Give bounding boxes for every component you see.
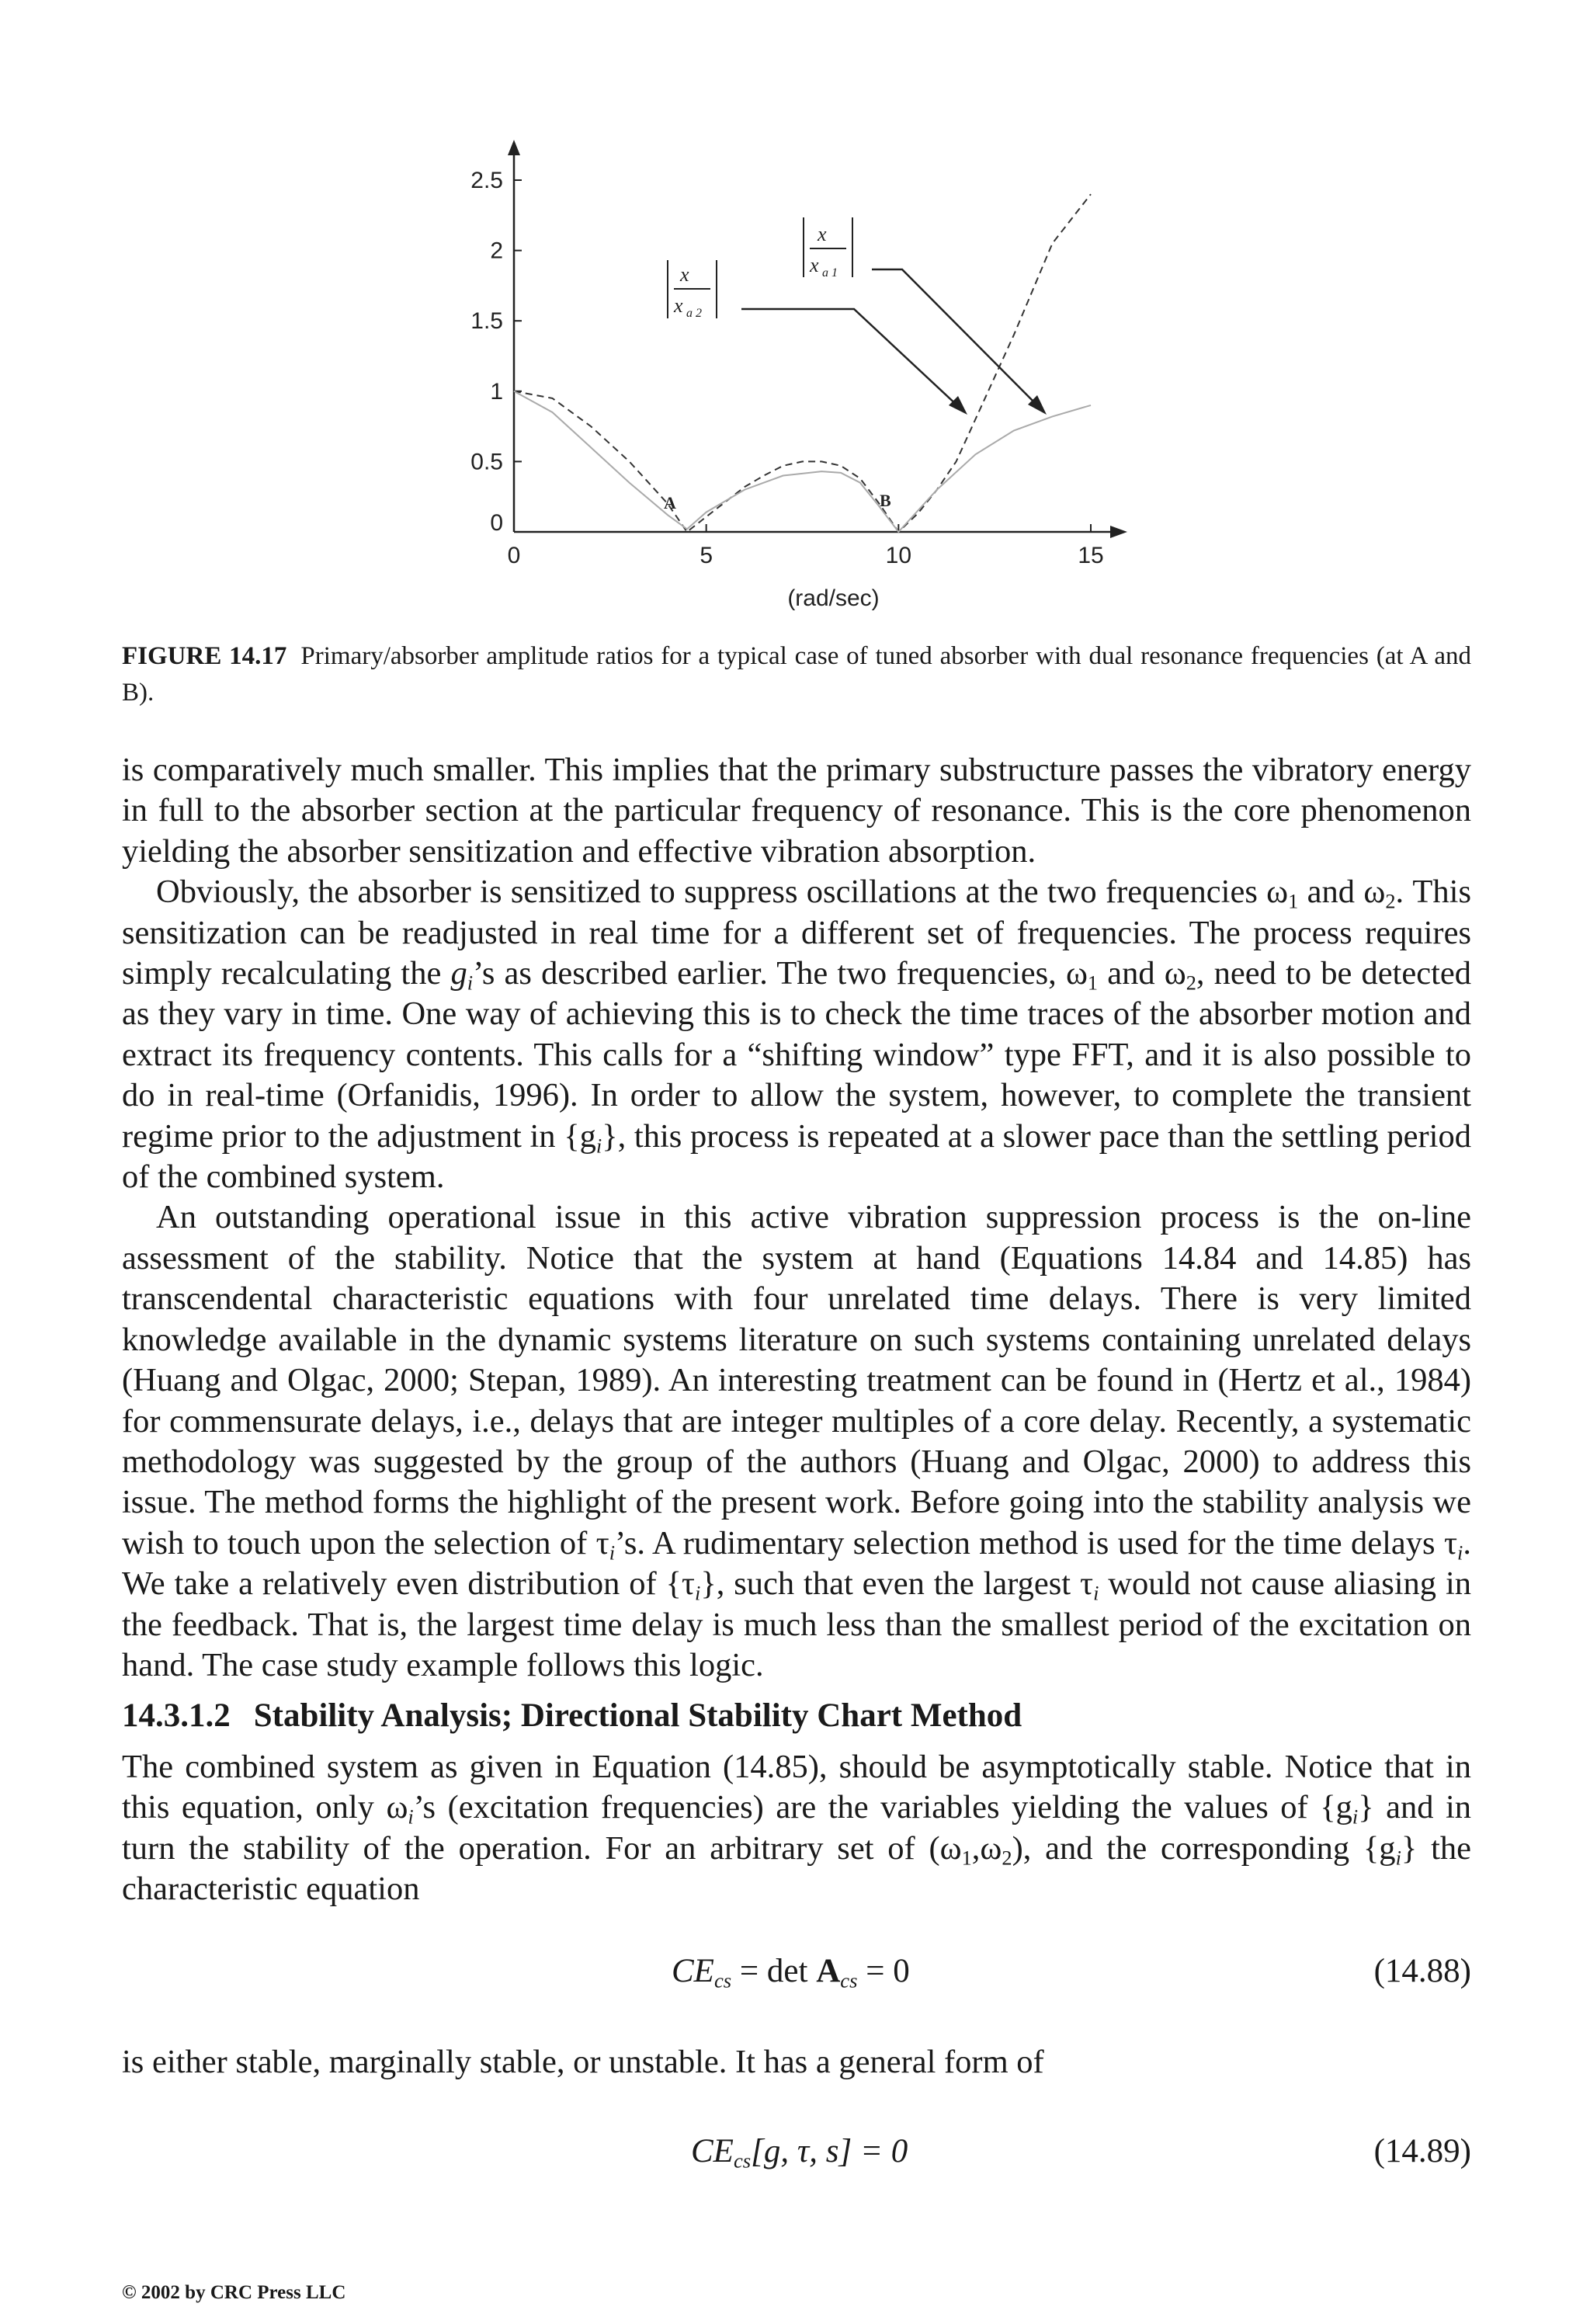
x-tick-label: 0 — [507, 543, 521, 568]
y-tick-label: 0 — [490, 510, 503, 536]
y-axis-arrow — [508, 140, 520, 155]
point-b-label: B — [880, 491, 891, 510]
label-xa1-sub: a 1 — [822, 266, 838, 280]
caption-text: Primary/absorber amplitude ratios for a typical case of tuned absorber with dual resonance frequencies (at A and B). — [122, 642, 1471, 707]
caption-label: FIGURE 14.17 — [122, 642, 287, 670]
chart-ticks — [470, 168, 1103, 611]
chart-annotations — [664, 217, 1047, 512]
section-title: Stability Analysis; Directional Stability Chart Method — [253, 1697, 1022, 1734]
x-axis-label: (rad/sec) — [787, 585, 880, 611]
equation-14-89: $CE_{cs}[g$, τ, s] = 0 — [691, 2133, 908, 2173]
body-text-2 — [122, 1747, 1471, 1910]
paragraph-2: Obviously, the absorber is sensitized to suppress oscillations at the two frequencies $\omega_1$ and $\omega_2$. This sensitization can be readjusted in real time for a different set of frequencies. The process requires simply recalculating the $g_i’s$ as described earlier. The two frequencies, $\omega_1$ and $\omega_2$, need to be detected as they vary in time. One way of achieving this is to check the time traces of the absorber motion and extract its frequency contents. This calls for a “shifting window” type FFT, and it is also possible to do in real-time (Orfanidis, 1996). In order to allow the system, however, to complete the transient regime prior to the adjustment in $\{g_i\}$, this process is repeated at a slower pace than the settling period of the combined system. — [122, 874, 1472, 1196]
y-tick-label: 1.5 — [470, 308, 503, 335]
label-xa1: x — [810, 254, 819, 276]
chart-series — [514, 194, 1091, 532]
section-number: 14.3.1.2 — [122, 1697, 231, 1734]
label-x-num-2: x — [680, 263, 689, 286]
y-tick-label: 2.5 — [470, 168, 503, 193]
point-a-label: A — [664, 493, 676, 512]
section-heading — [122, 1695, 1471, 1737]
y-tick-label: 1 — [490, 378, 503, 405]
paragraph-1: is comparatively much smaller. This implies that the primary substructure passes the vibratory energy in full to the absorber section at the particular frequency of resonance. This is the core phenomenon yielding the absorber sensitization and effective vibration absorption. — [122, 752, 1471, 870]
paragraph-3: An outstanding operational issue in this active vibration suppression process is the on-line assessment of the stability. Notice that the system at hand (Equations 14.84 and 14.85) has transcendental characteristic equations with four unrelated time delays. There is very limited knowledge available in the dynamic systems literature on such systems containing unrelated delays (Huang and Olgac, 2000; Stepan, 1989). An interesting treatment can be found in (Hertz et al., 1984) for commensurate delays, i.e., delays that are integer multiples of a core delay. Recently, a systematic methodology was suggested by the group of the authors (Huang and Olgac, 2000) to address this issue. The method forms the highlight of the present work. Before going into the stability analysis we wish to touch upon the selection of $\tau_i’s$. A rudimentary selection method is used for the time delays $\tau_i$. We take a relatively even distribution of $\{\tau_i\}$, such that even the largest $\tau_i$ would not cause aliasing in the feedback. That is, the largest time delay is much less than the smallest period of the excitation on hand. The case study example follows this logic. — [122, 1199, 1471, 1683]
label-x-num-1: x — [818, 223, 827, 245]
equation-number-14-88: (14.88) — [1373, 1953, 1471, 1989]
copyright-footer: © 2002 by CRC Press LLC — [122, 2282, 346, 2303]
y-tick-label: 0.5 — [470, 449, 503, 475]
series-x-xa2-dashed — [514, 194, 1091, 532]
figure-chart — [0, 0, 1590, 621]
body-text-3 — [122, 2042, 1471, 2083]
x-tick-label: 15 — [1078, 543, 1104, 568]
chart-axes — [508, 140, 1127, 538]
label-xa2-sub: a 2 — [686, 307, 702, 320]
figure-caption — [122, 638, 1471, 711]
paragraph-5: is either stable, marginally stable, or unstable. It has a general form of — [122, 2044, 1044, 2080]
equation-14-88: $CE_{cs} = \det A_{cs} = 0$ — [672, 1953, 910, 1992]
body-text — [122, 750, 1471, 1686]
x-tick-label: 10 — [885, 543, 912, 568]
x-tick-label: 5 — [700, 543, 713, 568]
label-xa2: x — [674, 294, 683, 317]
paragraph-4: The combined system as given in Equation (14.85), should be asymptotically stable. Notice that in this equation, only $\omega_i’s$ (excitation frequencies) are the variables yielding the values of $\{g_i\}$ and in turn the stability of the operation. For an arbitrary set of $(\omega_1,\omega_2)$, and the corresponding $\{g_i\}$ the characteristic equation — [122, 1749, 1472, 1908]
y-tick-label: 2 — [490, 238, 503, 264]
x-axis-arrow — [1110, 526, 1127, 538]
equation-number-14-89: (14.89) — [1373, 2133, 1471, 2169]
